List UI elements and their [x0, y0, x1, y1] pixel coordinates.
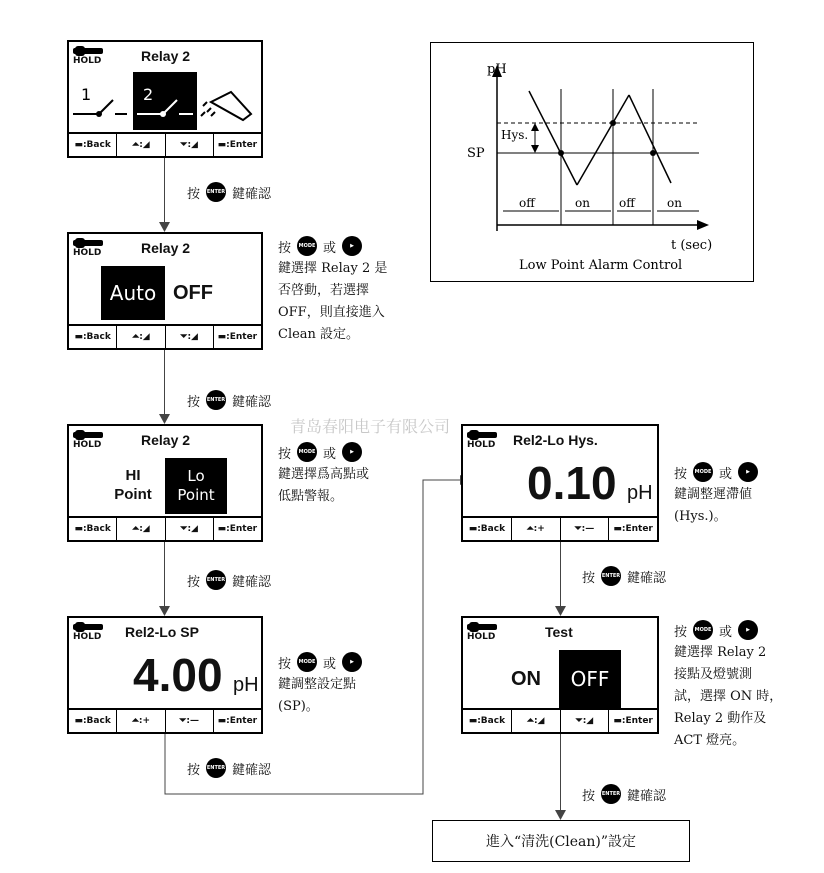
softkey-enter[interactable]: ▬: Enter — [214, 326, 261, 348]
softkey-down[interactable]: ⏷:◢ — [166, 326, 214, 348]
state-off: off — [519, 196, 535, 210]
note-setpoint: 鍵調整設定點 (SP)。 — [278, 677, 357, 714]
enter-key-icon: ENTER — [206, 570, 226, 590]
softkey-bar — [463, 516, 657, 540]
up-key-icon: MODE — [693, 462, 713, 482]
softkey-down[interactable]: ⏷:◢ — [166, 518, 214, 540]
down-key-icon: ▶ — [738, 620, 758, 640]
option-on[interactable]: ON — [511, 668, 541, 690]
softkey-enter[interactable]: ▬: Enter — [214, 518, 261, 540]
flow-arrow — [560, 542, 561, 612]
softkey-back[interactable]: ▬: Back — [69, 518, 117, 540]
up-key-icon: MODE — [693, 620, 713, 640]
setpoint-value[interactable]: 4.00 — [133, 649, 223, 701]
graph-caption: Low Point Alarm Control — [519, 258, 683, 273]
enter-key-icon: ENTER — [206, 390, 226, 410]
softkey-increase[interactable]: ⏶: + — [512, 518, 561, 540]
press-enter-instruction: 按 ENTER 鍵確認 — [582, 784, 666, 804]
softkey-down[interactable]: ⏷:◢ — [561, 710, 610, 732]
relay-switch-icons — [71, 72, 261, 132]
setpoint-unit: pH — [233, 674, 259, 696]
hold-icon: HOLD — [73, 46, 105, 68]
state-off: off — [619, 196, 635, 210]
press-keys-instruction: 按 MODE 或 ▶ — [278, 442, 362, 462]
option-lo-point-selected[interactable]: Lo Point — [165, 458, 227, 514]
y-axis-label: pH — [487, 62, 507, 77]
enter-key-icon: ENTER — [206, 182, 226, 202]
enter-key-icon: ENTER — [601, 566, 621, 586]
softkey-back[interactable]: ▬: Back — [463, 518, 512, 540]
screen-relay2-enable — [67, 232, 263, 350]
press-enter-instruction: 按 ENTER 鍵確認 — [187, 390, 271, 410]
option-off-selected[interactable]: OFF — [559, 650, 621, 708]
relay-1-label: 1 — [81, 85, 92, 104]
press-enter-instruction: 按 ENTER 鍵確認 — [582, 566, 666, 586]
press-keys-instruction: 按 MODE 或 ▶ — [674, 620, 758, 640]
softkey-bar — [69, 324, 261, 348]
softkey-up[interactable]: ⏶:◢ — [117, 134, 165, 156]
arrow-head-icon — [555, 606, 566, 616]
softkey-back[interactable]: ▬: Back — [463, 710, 512, 732]
softkey-bar — [69, 132, 261, 156]
down-key-icon: ▶ — [342, 236, 362, 256]
softkey-enter[interactable]: ▬: Enter — [609, 710, 657, 732]
down-key-icon: ▶ — [342, 442, 362, 462]
softkey-decrease[interactable]: ⏷: — — [166, 710, 214, 732]
screen-title: Test — [545, 624, 573, 640]
screen-relay-test — [461, 616, 659, 734]
softkey-up[interactable]: ⏶:◢ — [117, 518, 165, 540]
low-point-alarm-graph — [431, 43, 753, 281]
watermark: 青岛春阳电子有限公司 — [290, 417, 451, 436]
option-off[interactable]: OFF — [173, 282, 213, 304]
press-enter-instruction: 按 ENTER 鍵確認 — [187, 758, 271, 778]
hys-label: Hys. — [501, 128, 529, 142]
state-on: on — [667, 196, 682, 210]
softkey-back[interactable]: ▬: Back — [69, 326, 117, 348]
hold-icon: HOLD — [73, 622, 105, 644]
note-relay2-enable: 鍵選擇 Relay 2 是 否啓動，若選擇 OFF，則直接進入 Clean 設定。 — [278, 261, 388, 342]
softkey-back[interactable]: ▬: Back — [69, 134, 117, 156]
option-auto-selected[interactable]: Auto — [101, 266, 165, 320]
down-key-icon: ▶ — [342, 652, 362, 672]
screen-title: Relay 2 — [141, 240, 191, 256]
softkey-decrease[interactable]: ⏷: — — [561, 518, 610, 540]
screen-title: Relay 2 — [141, 48, 191, 64]
softkey-up[interactable]: ⏶:◢ — [117, 326, 165, 348]
up-key-icon: MODE — [297, 442, 317, 462]
arrow-head-icon — [159, 414, 170, 424]
option-hi-point[interactable]: HI Point — [114, 467, 152, 503]
enter-key-icon: ENTER — [601, 784, 621, 804]
softkey-increase[interactable]: ⏶: + — [117, 710, 165, 732]
arrow-head-icon — [555, 810, 566, 820]
note-hysteresis: 鍵調整遲滯値 (Hys.)。 — [674, 487, 753, 524]
screen-title: Relay 2 — [141, 432, 191, 448]
screen-lo-hysteresis — [461, 424, 659, 542]
hold-icon: HOLD — [73, 430, 105, 452]
press-enter-instruction: 按 ENTER 鍵確認 — [187, 570, 271, 590]
softkey-enter[interactable]: ▬: Enter — [214, 134, 261, 156]
hysteresis-value[interactable]: 0.10 — [527, 457, 617, 509]
goto-clean-setting-box: 進入“清洗(Clean)”設定 — [432, 820, 690, 862]
note-hilo: 鍵選擇爲高點或 低點警報。 — [278, 467, 370, 504]
flow-arrow — [560, 734, 561, 816]
press-keys-instruction: 按 MODE 或 ▶ — [674, 462, 758, 482]
screen-title: Rel2-Lo SP — [125, 624, 199, 640]
sp-label: SP — [467, 146, 485, 161]
enter-key-icon: ENTER — [206, 758, 226, 778]
flow-arrow — [164, 158, 165, 228]
alarm-graph-panel — [430, 42, 754, 282]
down-key-icon: ▶ — [738, 462, 758, 482]
screen-relay2-select — [67, 40, 263, 158]
softkey-back[interactable]: ▬: Back — [69, 710, 117, 732]
flow-arrow — [164, 350, 165, 420]
x-axis-label: t (sec) — [671, 238, 713, 253]
hold-icon: HOLD — [467, 622, 499, 644]
up-key-icon: MODE — [297, 236, 317, 256]
hold-icon: HOLD — [467, 430, 499, 452]
softkey-enter[interactable]: ▬: Enter — [609, 518, 657, 540]
hysteresis-unit: pH — [627, 482, 653, 504]
up-key-icon: MODE — [297, 652, 317, 672]
flow-connector — [160, 472, 470, 802]
relay-2-label: 2 — [143, 85, 154, 104]
softkey-bar — [463, 708, 657, 732]
state-on: on — [575, 196, 590, 210]
screen-title: Rel2-Lo Hys. — [513, 432, 598, 448]
softkey-up[interactable]: ⏶:◢ — [512, 710, 561, 732]
press-enter-instruction: 按 ENTER 鍵確認 — [187, 182, 271, 202]
note-relay-test: 鍵選擇 Relay 2 接點及燈號測 試，選擇 ON 時， Relay 2 動作及 ACT 燈亮。 — [674, 645, 783, 748]
hold-icon: HOLD — [73, 238, 105, 260]
softkey-down[interactable]: ⏷:◢ — [166, 134, 214, 156]
press-keys-instruction: 按 MODE 或 ▶ — [278, 652, 362, 672]
arrow-head-icon — [159, 222, 170, 232]
softkey-enter[interactable]: ▬: Enter — [214, 710, 261, 732]
press-keys-instruction: 按 MODE 或 ▶ — [278, 236, 362, 256]
